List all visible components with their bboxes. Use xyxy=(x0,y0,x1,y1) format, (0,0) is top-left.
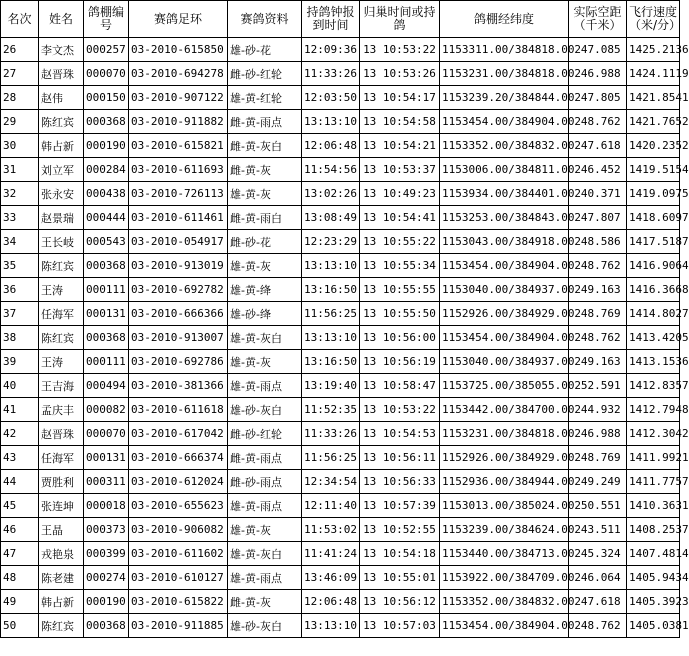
cell-arrival-time: 13 10:56:00 xyxy=(360,326,440,350)
cell-speed: 1405.9434 xyxy=(627,566,680,590)
cell-distance: 248.762 xyxy=(569,254,627,278)
cell-coordinates: 1153311.00/384818.00 xyxy=(440,38,569,62)
cell-distance: 247.807 xyxy=(569,206,627,230)
cell-distance: 247.618 xyxy=(569,590,627,614)
table-row xyxy=(1,494,680,518)
cell-speed: 1411.7757 xyxy=(627,470,680,494)
cell-distance: 246.064 xyxy=(569,566,627,590)
cell-name: 王涛 xyxy=(39,278,84,302)
cell-rank: 34 xyxy=(1,230,39,254)
table-body xyxy=(1,38,689,638)
cell-arrival-time: 13 10:55:55 xyxy=(360,278,440,302)
cell-info: 雄-黄-灰 xyxy=(228,182,302,206)
cell-clock-time: 12:23:29 xyxy=(302,230,360,254)
cell-ring: 03-2010-611461 xyxy=(129,206,228,230)
header-distance: 实际空距（千米） xyxy=(569,1,627,38)
cell-loft-id: 000368 xyxy=(84,110,129,134)
cell-clock-time: 13:13:10 xyxy=(302,110,360,134)
cell-speed: 1421.7652 xyxy=(627,110,680,134)
cell-coordinates: 1153454.00/384904.00 xyxy=(440,110,569,134)
cell-name: 韩占新 xyxy=(39,590,84,614)
cell-rank: 42 xyxy=(1,422,39,446)
cell-speed: 1405.0381 xyxy=(627,614,680,638)
cell-info: 雌-砂-雨点 xyxy=(228,470,302,494)
cell-rank: 45 xyxy=(1,494,39,518)
cell-speed: 1421.8541 xyxy=(627,86,680,110)
cell-coordinates: 1153454.00/384904.00 xyxy=(440,326,569,350)
cell-loft-id: 000368 xyxy=(84,614,129,638)
cell-info: 雌-黄-灰白 xyxy=(228,134,302,158)
cell-clock-time: 12:09:36 xyxy=(302,38,360,62)
cell-rank: 31 xyxy=(1,158,39,182)
cell-arrival-time: 13 10:54:18 xyxy=(360,542,440,566)
cell-loft-id: 000257 xyxy=(84,38,129,62)
cell-ring: 03-2010-726113 xyxy=(129,182,228,206)
cell-ring: 03-2010-666366 xyxy=(129,302,228,326)
cell-ring: 03-2010-913007 xyxy=(129,326,228,350)
cell-speed: 1419.0975 xyxy=(627,182,680,206)
cell-name: 张永安 xyxy=(39,182,84,206)
cell-ring: 03-2010-911885 xyxy=(129,614,228,638)
cell-info: 雄-黄-灰 xyxy=(228,254,302,278)
cell-coordinates: 1152926.00/384929.00 xyxy=(440,446,569,470)
cell-ring: 03-2010-666374 xyxy=(129,446,228,470)
cell-coordinates: 1152936.00/384944.00 xyxy=(440,470,569,494)
cell-speed: 1412.8357 xyxy=(627,374,680,398)
cell-clock-time: 12:06:48 xyxy=(302,134,360,158)
cell-clock-time: 11:56:25 xyxy=(302,446,360,470)
cell-arrival-time: 13 10:55:22 xyxy=(360,230,440,254)
cell-speed: 1416.9064 xyxy=(627,254,680,278)
cell-ring: 03-2010-611602 xyxy=(129,542,228,566)
cell-rank: 48 xyxy=(1,566,39,590)
cell-name: 任海军 xyxy=(39,302,84,326)
cell-info: 雌-黄-灰 xyxy=(228,158,302,182)
cell-arrival-time: 13 10:53:26 xyxy=(360,62,440,86)
cell-distance: 246.988 xyxy=(569,62,627,86)
cell-speed: 1408.2537 xyxy=(627,518,680,542)
cell-distance: 249.163 xyxy=(569,278,627,302)
cell-info: 雄-黄-雨点 xyxy=(228,374,302,398)
cell-ring: 03-2010-615850 xyxy=(129,38,228,62)
cell-name: 王吉海 xyxy=(39,374,84,398)
cell-coordinates: 1153440.00/384713.00 xyxy=(440,542,569,566)
cell-clock-time: 13:13:10 xyxy=(302,254,360,278)
cell-info: 雄-砂-绛 xyxy=(228,302,302,326)
cell-arrival-time: 13 10:55:01 xyxy=(360,566,440,590)
cell-arrival-time: 13 10:54:41 xyxy=(360,206,440,230)
cell-clock-time: 13:16:50 xyxy=(302,350,360,374)
cell-ring: 03-2010-913019 xyxy=(129,254,228,278)
table-row xyxy=(1,326,680,350)
cell-ring: 03-2010-381366 xyxy=(129,374,228,398)
cell-loft-id: 000444 xyxy=(84,206,129,230)
cell-clock-time: 13:19:40 xyxy=(302,374,360,398)
cell-arrival-time: 13 10:56:12 xyxy=(360,590,440,614)
cell-coordinates: 1153013.00/385024.00 xyxy=(440,494,569,518)
cell-rank: 40 xyxy=(1,374,39,398)
cell-ring: 03-2010-655623 xyxy=(129,494,228,518)
cell-rank: 37 xyxy=(1,302,39,326)
cell-clock-time: 11:56:25 xyxy=(302,302,360,326)
cell-clock-time: 12:06:48 xyxy=(302,590,360,614)
cell-rank: 33 xyxy=(1,206,39,230)
cell-arrival-time: 13 10:53:22 xyxy=(360,38,440,62)
cell-speed: 1419.5154 xyxy=(627,158,680,182)
cell-info: 雄-砂-花 xyxy=(228,38,302,62)
cell-clock-time: 13:13:10 xyxy=(302,326,360,350)
cell-name: 陈红宾 xyxy=(39,614,84,638)
cell-coordinates: 1153352.00/384832.00 xyxy=(440,134,569,158)
cell-loft-id: 000373 xyxy=(84,518,129,542)
cell-distance: 244.932 xyxy=(569,398,627,422)
cell-loft-id: 000070 xyxy=(84,62,129,86)
cell-clock-time: 13:46:09 xyxy=(302,566,360,590)
table-row xyxy=(1,302,680,326)
cell-name: 赵景瑞 xyxy=(39,206,84,230)
cell-clock-time: 13:13:10 xyxy=(302,614,360,638)
header-loft-id: 鸽棚编号 xyxy=(84,1,129,38)
table-header xyxy=(1,1,680,38)
table-row xyxy=(1,614,680,638)
cell-ring: 03-2010-692782 xyxy=(129,278,228,302)
cell-loft-id: 000368 xyxy=(84,326,129,350)
table-row xyxy=(1,422,680,446)
cell-rank: 32 xyxy=(1,182,39,206)
cell-info: 雄-黄-灰白 xyxy=(228,542,302,566)
cell-info: 雄-黄-灰 xyxy=(228,518,302,542)
cell-loft-id: 000150 xyxy=(84,86,129,110)
cell-distance: 249.163 xyxy=(569,350,627,374)
cell-info: 雄-黄-红轮 xyxy=(228,86,302,110)
cell-rank: 39 xyxy=(1,350,39,374)
cell-coordinates: 1153442.00/384700.00 xyxy=(440,398,569,422)
cell-rank: 26 xyxy=(1,38,39,62)
table-row xyxy=(1,542,680,566)
cell-rank: 28 xyxy=(1,86,39,110)
cell-coordinates: 1153239.20/384844.00 xyxy=(440,86,569,110)
cell-name: 王晶 xyxy=(39,518,84,542)
table-row xyxy=(1,230,680,254)
cell-ring: 03-2010-907122 xyxy=(129,86,228,110)
cell-distance: 247.805 xyxy=(569,86,627,110)
header-row xyxy=(1,1,680,38)
cell-name: 戎艳泉 xyxy=(39,542,84,566)
cell-arrival-time: 13 10:52:55 xyxy=(360,518,440,542)
cell-loft-id: 000438 xyxy=(84,182,129,206)
cell-coordinates: 1153006.00/384811.00 xyxy=(440,158,569,182)
cell-arrival-time: 13 10:55:50 xyxy=(360,302,440,326)
cell-info: 雌-砂-红轮 xyxy=(228,62,302,86)
cell-clock-time: 11:53:02 xyxy=(302,518,360,542)
table-row xyxy=(1,62,680,86)
cell-loft-id: 000190 xyxy=(84,134,129,158)
cell-coordinates: 1153043.00/384918.00 xyxy=(440,230,569,254)
cell-coordinates: 1153454.00/384904.00 xyxy=(440,614,569,638)
cell-ring: 03-2010-612024 xyxy=(129,470,228,494)
header-ring: 赛鸽足环 xyxy=(129,1,228,38)
cell-distance: 240.371 xyxy=(569,182,627,206)
cell-speed: 1407.4814 xyxy=(627,542,680,566)
table-row xyxy=(1,590,680,614)
cell-speed: 1420.2352 xyxy=(627,134,680,158)
cell-arrival-time: 13 10:54:21 xyxy=(360,134,440,158)
cell-name: 韩占新 xyxy=(39,134,84,158)
cell-speed: 1416.3668 xyxy=(627,278,680,302)
cell-info: 雌-黄-雨白 xyxy=(228,206,302,230)
header-arrival-time: 归巢时间或持鸽 xyxy=(360,1,440,38)
cell-coordinates: 1153352.00/384832.00 xyxy=(440,590,569,614)
cell-loft-id: 000082 xyxy=(84,398,129,422)
header-info: 赛鸽资料 xyxy=(228,1,302,38)
table-row xyxy=(1,110,680,134)
cell-coordinates: 1152926.00/384929.00 xyxy=(440,302,569,326)
cell-name: 赵晋珠 xyxy=(39,62,84,86)
cell-name: 赵晋珠 xyxy=(39,422,84,446)
cell-info: 雌-黄-雨点 xyxy=(228,110,302,134)
cell-loft-id: 000543 xyxy=(84,230,129,254)
cell-clock-time: 13:02:26 xyxy=(302,182,360,206)
cell-clock-time: 12:11:40 xyxy=(302,494,360,518)
cell-rank: 27 xyxy=(1,62,39,86)
cell-clock-time: 13:16:50 xyxy=(302,278,360,302)
cell-coordinates: 1153934.00/384401.00 xyxy=(440,182,569,206)
cell-speed: 1418.6097 xyxy=(627,206,680,230)
table-row xyxy=(1,374,680,398)
cell-distance: 246.452 xyxy=(569,158,627,182)
cell-rank: 29 xyxy=(1,110,39,134)
cell-info: 雄-黄-雨点 xyxy=(228,494,302,518)
cell-coordinates: 1153253.00/384843.00 xyxy=(440,206,569,230)
table-row xyxy=(1,278,680,302)
cell-arrival-time: 13 10:53:22 xyxy=(360,398,440,422)
cell-info: 雌-黄-灰 xyxy=(228,590,302,614)
cell-speed: 1417.5187 xyxy=(627,230,680,254)
table-row xyxy=(1,470,680,494)
cell-distance: 247.618 xyxy=(569,134,627,158)
table-row xyxy=(1,518,680,542)
cell-loft-id: 000190 xyxy=(84,590,129,614)
header-rank: 名次 xyxy=(1,1,39,38)
cell-distance: 248.769 xyxy=(569,302,627,326)
cell-rank: 36 xyxy=(1,278,39,302)
cell-loft-id: 000018 xyxy=(84,494,129,518)
cell-distance: 246.988 xyxy=(569,422,627,446)
cell-info: 雄-黄-灰白 xyxy=(228,326,302,350)
cell-arrival-time: 13 10:55:34 xyxy=(360,254,440,278)
cell-name: 赵伟 xyxy=(39,86,84,110)
cell-rank: 46 xyxy=(1,518,39,542)
cell-name: 陈红宾 xyxy=(39,110,84,134)
table-row xyxy=(1,134,680,158)
cell-ring: 03-2010-610127 xyxy=(129,566,228,590)
cell-arrival-time: 13 10:54:58 xyxy=(360,110,440,134)
cell-arrival-time: 13 10:49:23 xyxy=(360,182,440,206)
cell-info: 雄-砂-灰白 xyxy=(228,398,302,422)
cell-rank: 43 xyxy=(1,446,39,470)
cell-speed: 1413.1536 xyxy=(627,350,680,374)
cell-arrival-time: 13 10:56:11 xyxy=(360,446,440,470)
cell-loft-id: 000111 xyxy=(84,350,129,374)
cell-clock-time: 11:33:26 xyxy=(302,62,360,86)
cell-distance: 252.591 xyxy=(569,374,627,398)
cell-coordinates: 1153040.00/384937.00 xyxy=(440,278,569,302)
cell-loft-id: 000111 xyxy=(84,278,129,302)
cell-speed: 1424.1119 xyxy=(627,62,680,86)
cell-info: 雄-黄-雨点 xyxy=(228,566,302,590)
cell-info: 雄-黄-灰 xyxy=(228,350,302,374)
cell-speed: 1411.9921 xyxy=(627,446,680,470)
cell-arrival-time: 13 10:57:39 xyxy=(360,494,440,518)
cell-coordinates: 1153040.00/384937.00 xyxy=(440,350,569,374)
header-name: 姓名 xyxy=(39,1,84,38)
cell-loft-id: 000274 xyxy=(84,566,129,590)
cell-clock-time: 11:33:26 xyxy=(302,422,360,446)
cell-speed: 1405.3923 xyxy=(627,590,680,614)
cell-distance: 247.085 xyxy=(569,38,627,62)
cell-info: 雄-砂-灰白 xyxy=(228,614,302,638)
cell-distance: 249.249 xyxy=(569,470,627,494)
table-row xyxy=(1,158,680,182)
cell-name: 李文杰 xyxy=(39,38,84,62)
table-row xyxy=(1,38,680,62)
cell-clock-time: 12:03:50 xyxy=(302,86,360,110)
cell-rank: 41 xyxy=(1,398,39,422)
cell-clock-time: 11:52:35 xyxy=(302,398,360,422)
cell-distance: 250.551 xyxy=(569,494,627,518)
cell-rank: 49 xyxy=(1,590,39,614)
cell-ring: 03-2010-911882 xyxy=(129,110,228,134)
cell-distance: 243.511 xyxy=(569,518,627,542)
cell-rank: 47 xyxy=(1,542,39,566)
cell-coordinates: 1153922.00/384709.00 xyxy=(440,566,569,590)
cell-info: 雌-黄-雨点 xyxy=(228,446,302,470)
cell-distance: 248.762 xyxy=(569,110,627,134)
cell-arrival-time: 13 10:54:53 xyxy=(360,422,440,446)
cell-coordinates: 1153231.00/384818.00 xyxy=(440,62,569,86)
cell-distance: 245.324 xyxy=(569,542,627,566)
cell-loft-id: 000131 xyxy=(84,302,129,326)
cell-distance: 248.586 xyxy=(569,230,627,254)
cell-loft-id: 000399 xyxy=(84,542,129,566)
cell-info: 雌-砂-红轮 xyxy=(228,422,302,446)
cell-rank: 30 xyxy=(1,134,39,158)
cell-ring: 03-2010-617042 xyxy=(129,422,228,446)
table-row xyxy=(1,254,680,278)
table-row xyxy=(1,566,680,590)
cell-speed: 1413.4205 xyxy=(627,326,680,350)
cell-speed: 1412.7948 xyxy=(627,398,680,422)
cell-rank: 38 xyxy=(1,326,39,350)
cell-ring: 03-2010-611618 xyxy=(129,398,228,422)
cell-coordinates: 1153231.00/384818.00 xyxy=(440,422,569,446)
cell-clock-time: 13:08:49 xyxy=(302,206,360,230)
cell-distance: 248.769 xyxy=(569,446,627,470)
cell-clock-time: 12:34:54 xyxy=(302,470,360,494)
cell-distance: 248.762 xyxy=(569,326,627,350)
cell-coordinates: 1153725.00/385055.00 xyxy=(440,374,569,398)
cell-rank: 50 xyxy=(1,614,39,638)
cell-arrival-time: 13 10:56:19 xyxy=(360,350,440,374)
cell-speed: 1414.8027 xyxy=(627,302,680,326)
table-row xyxy=(1,86,680,110)
cell-loft-id: 000131 xyxy=(84,446,129,470)
cell-name: 陈老建 xyxy=(39,566,84,590)
header-speed: 飞行速度（米/分） xyxy=(627,1,680,38)
cell-loft-id: 000368 xyxy=(84,254,129,278)
table-row xyxy=(1,182,680,206)
cell-name: 贾胜利 xyxy=(39,470,84,494)
cell-rank: 35 xyxy=(1,254,39,278)
cell-name: 王长岐 xyxy=(39,230,84,254)
cell-loft-id: 000311 xyxy=(84,470,129,494)
cell-ring: 03-2010-615821 xyxy=(129,134,228,158)
cell-name: 任海军 xyxy=(39,446,84,470)
cell-speed: 1425.2136 xyxy=(627,38,680,62)
cell-coordinates: 1153454.00/384904.00 xyxy=(440,254,569,278)
cell-ring: 03-2010-694278 xyxy=(129,62,228,86)
cell-ring: 03-2010-611693 xyxy=(129,158,228,182)
cell-arrival-time: 13 10:57:03 xyxy=(360,614,440,638)
cell-clock-time: 11:54:56 xyxy=(302,158,360,182)
cell-name: 张连坤 xyxy=(39,494,84,518)
cell-loft-id: 000284 xyxy=(84,158,129,182)
cell-distance: 248.762 xyxy=(569,614,627,638)
cell-arrival-time: 13 10:56:33 xyxy=(360,470,440,494)
cell-rank: 44 xyxy=(1,470,39,494)
header-coordinates: 鸽棚经纬度 xyxy=(440,1,569,38)
cell-name: 陈红宾 xyxy=(39,326,84,350)
table-row xyxy=(1,206,680,230)
cell-ring: 03-2010-692786 xyxy=(129,350,228,374)
table-row xyxy=(1,446,680,470)
header-clock-time: 持鸽钟报到时间 xyxy=(302,1,360,38)
cell-arrival-time: 13 10:53:37 xyxy=(360,158,440,182)
cell-clock-time: 11:41:24 xyxy=(302,542,360,566)
cell-name: 陈红宾 xyxy=(39,254,84,278)
cell-info: 雌-砂-花 xyxy=(228,230,302,254)
cell-name: 王涛 xyxy=(39,350,84,374)
cell-ring: 03-2010-615822 xyxy=(129,590,228,614)
cell-info: 雄-黄-绛 xyxy=(228,278,302,302)
cell-name: 孟庆丰 xyxy=(39,398,84,422)
cell-loft-id: 000494 xyxy=(84,374,129,398)
cell-ring: 03-2010-906082 xyxy=(129,518,228,542)
cell-speed: 1412.3042 xyxy=(627,422,680,446)
cell-loft-id: 000070 xyxy=(84,422,129,446)
cell-coordinates: 1153239.00/384624.00 xyxy=(440,518,569,542)
cell-speed: 1410.3631 xyxy=(627,494,680,518)
table-row xyxy=(1,350,680,374)
cell-arrival-time: 13 10:58:47 xyxy=(360,374,440,398)
cell-arrival-time: 13 10:54:17 xyxy=(360,86,440,110)
cell-ring: 03-2010-054917 xyxy=(129,230,228,254)
table-row xyxy=(1,398,680,422)
cell-name: 刘立军 xyxy=(39,158,84,182)
